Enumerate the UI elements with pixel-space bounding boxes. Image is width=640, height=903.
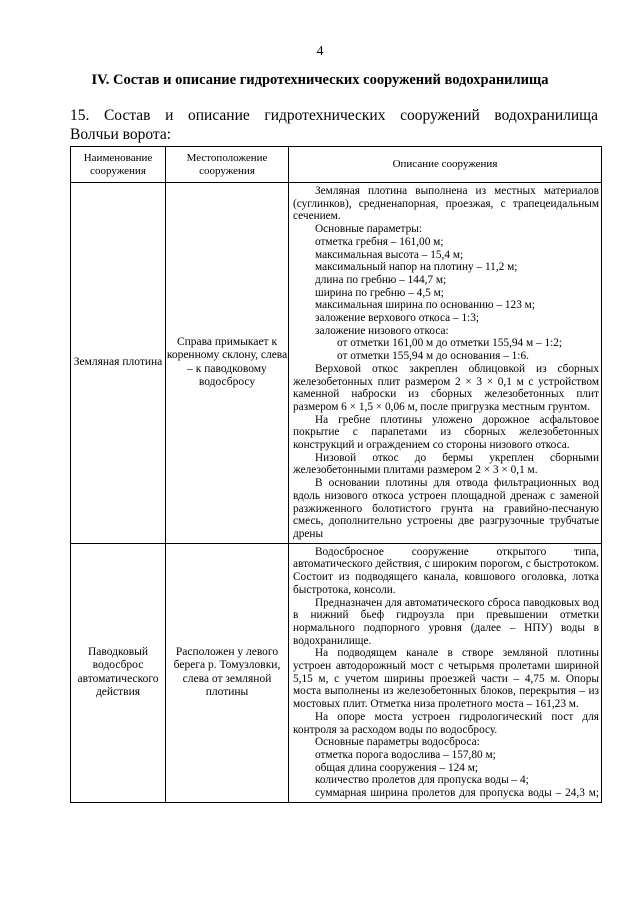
description-paragraph: максимальная ширина по основанию – 123 м; [315,299,535,312]
structure-location: Расположен у левого берега р. Томузловки, слева от земляной плотины [166,543,289,802]
description-paragraph: от отметки 161,00 м до отметки 155,94 м – 1:2; [337,337,563,350]
header-description: Описание сооружения [289,147,602,183]
description-paragraph: максимальный напор на плотину – 11,2 м; [315,261,518,274]
structure-name: Земляная плотина [71,183,166,544]
structures-table [70,146,602,803]
description-paragraph: Низовой откос до бермы укреплен сборными железобетонными плитами размером 2 × 3 × 0,1 м. [293,451,599,477]
description-paragraph: На гребне плотины уложено дорожное асфальтовое покрытие с парапетами из сборных железобетонных конструкций и ограждением со стороны низового откоса. [293,413,599,452]
description-paragraph: Верховой откос закреплен облицовкой из сборных железобетонных плит размером 2 × 3 × 0,1 м с устройством каменной наброски из сборных железобетонных плит размером 6 × 1,5 × 0,06 м, после пригрузка местным грунтом. [293,362,599,413]
description-paragraph: общая длина сооружения – 124 м; [315,761,479,774]
description-paragraph: Основные параметры водосброса: [315,736,480,749]
description-paragraph: суммарная ширина пролетов для пропуска воды – 24,3 м; [315,787,599,800]
intro-line-1: 15. Состав и описание гидротехнических сооружений водохранилища [70,107,598,124]
description-paragraph: отметка гребня – 161,00 м; [315,235,444,248]
description-paragraph: количество пролетов для пропуска воды – 4; [315,774,529,787]
description-paragraph: от отметки 155,94 м до основания – 1:6. [337,350,529,363]
description-paragraph: В основании плотины для отвода фильтрационных вод вдоль низового откоса устроен площадной дренаж с заменой разжиженного болотистого грунта на гравийно-песчаную смесь, дополнительно устроены две разгрузочные трубчатые дрены [293,477,599,540]
description-paragraph: длина по гребню – 144,7 м; [315,273,447,286]
header-location: Местоположение сооружения [166,147,289,183]
description-paragraph: Основные параметры: [315,223,423,236]
description-paragraph: максимальная высота – 15,4 м; [315,248,464,261]
description-paragraph: На подводящем канале в створе земляной плотины устроен автодорожный мост с четырьмя пролетами шириной 5,15 м, с учетом ширины проезжей части – 4,75 м. Опоры моста выполнены из железобетонных блоков, перекрытия – из мостовых плит. Отметка низа пролетного моста – 161,23 м. [293,647,599,711]
description-paragraph: Земляная плотина выполнена из местных материалов (суглинков), средненапорная, проезжая, с трапецеидальным сечением. [293,185,599,223]
description-paragraph: На опоре моста устроен гидрологический пост для контроля за расходом воды по водосбросу. [293,710,599,736]
header-name: Наименование сооружения [71,147,166,183]
table-header-row [71,147,602,183]
structure-description [289,183,602,544]
description-paragraph: заложение верхового откоса – 1:3; [315,312,480,325]
intro-line-2: Волчьи ворота: [70,126,172,143]
description-paragraph: ширина по гребню – 4,5 м; [315,286,444,299]
structure-name: Паводковый водосброс автоматического действия [71,543,166,802]
page-number: 4 [316,44,324,59]
description-paragraph: Водосбросное сооружение открытого типа, автоматического действия, с широким порогом, с быстротоком. Состоит из подводящего канала, ковшового оголовка, лотка быстротока, консоли. [293,545,599,596]
structure-description [289,543,602,802]
section-title: IV. Состав и описание гидротехнических сооружений водохранилища [91,72,549,88]
description-paragraph: отметка порога водослива – 157,80 м; [315,748,496,761]
table-row [71,543,602,802]
structure-location: Справа примыкает к коренному склону, слева – к паводковому водосбросу [166,183,289,544]
description-paragraph: заложение низового откоса: [315,324,449,337]
description-paragraph: Предназначен для автоматического сброса паводковых вод в нижний бьеф гидроузла при превышении отметки нормального подпорного уровня (далее – НПУ) воды в водохранилище. [293,596,599,647]
table-row [71,183,602,544]
